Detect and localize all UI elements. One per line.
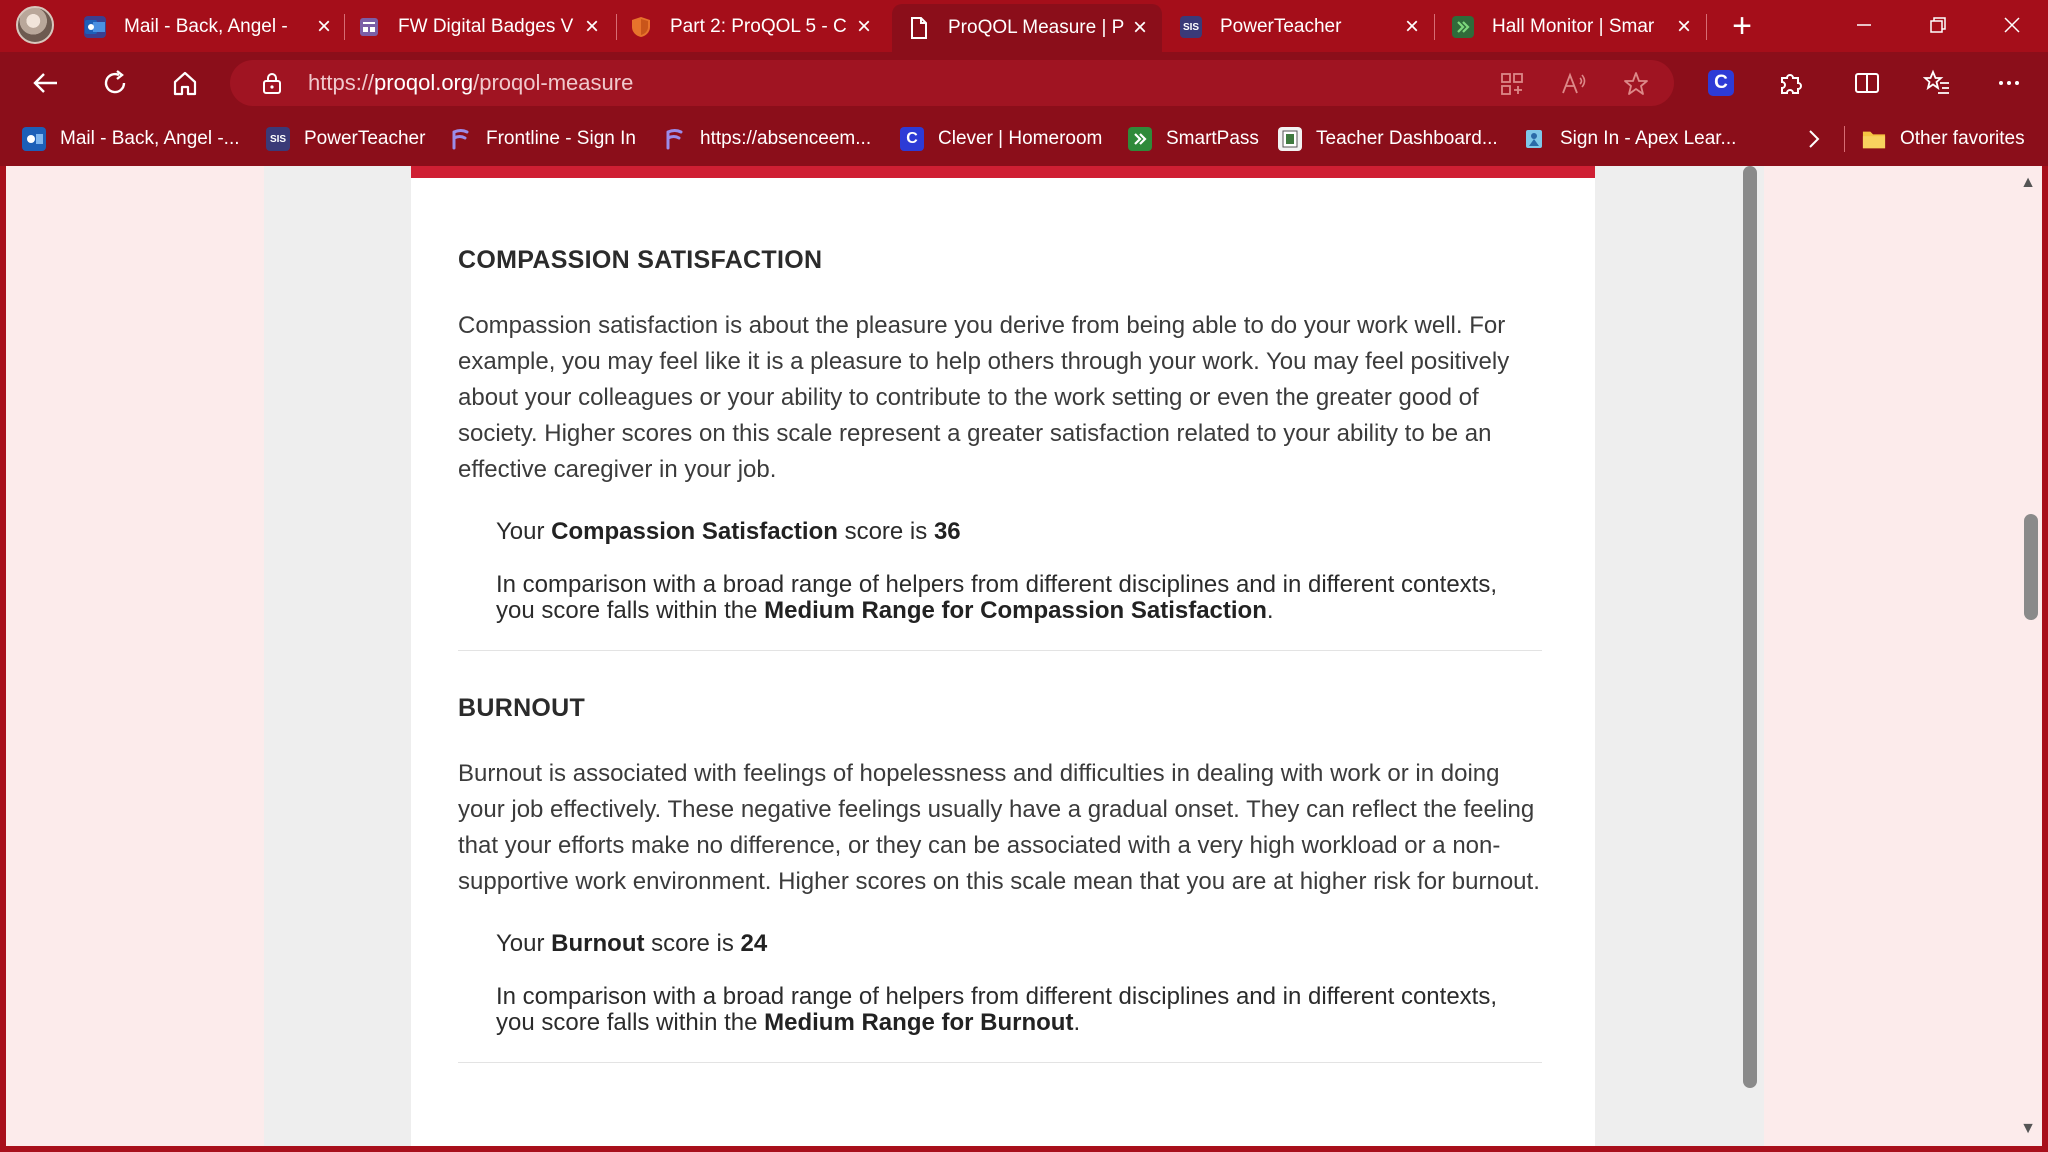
back-button[interactable] [24,62,66,104]
section-compassion-satisfaction [458,246,1542,651]
section-divider [458,1062,1542,1063]
back-arrow-icon [31,69,59,97]
inner-scrollbar[interactable] [1743,166,1757,1088]
bookmark-clever[interactable] [900,124,1102,154]
bookmark-label: SmartPass [1166,128,1259,149]
bookmark-label: Clever | Homeroom [938,128,1103,149]
tab-digital-badges[interactable] [358,6,604,48]
score-line: Your Compassion Satisfaction score is 36 [496,518,961,545]
scroll-down-icon[interactable]: ▼ [2020,1120,2036,1137]
tab-separator [1434,14,1435,40]
smartpass-icon [1128,127,1152,151]
page-icon [908,17,930,39]
tab-title: PowerTeacher [1220,16,1342,37]
shield-icon [630,16,652,38]
favorites-button[interactable] [1916,62,1958,104]
sis-icon: SIS [1180,16,1202,38]
split-screen-icon [1853,69,1881,97]
tab-powerteacher[interactable] [1180,6,1424,48]
new-tab-button[interactable]: + [1732,7,1752,45]
tab-title: Part 2: ProQOL 5 - C [670,16,847,37]
bookmark-smartpass[interactable] [1128,124,1259,154]
close-icon[interactable]: × [856,13,871,40]
favorites-list-icon [1923,69,1951,97]
sis-icon: SIS [266,127,290,151]
score-value: 36 [933,518,961,545]
close-icon[interactable]: × [1132,14,1147,41]
tab-separator [1706,14,1707,40]
teacher-dashboard-icon [1278,127,1302,151]
score-comparison: In comparison with a broad range of helpers from different disciplines and in different contexts, you score falls within the Medium Range for Burnout. [496,983,1498,1036]
bookmark-label: Other favorites [1900,128,2025,149]
outlook-icon [22,127,46,151]
section-divider [458,650,1542,651]
tab-mail[interactable] [84,6,336,48]
bookmark-label: https://absenceem... [700,128,872,149]
tab-proqol-part2[interactable] [630,6,876,48]
tab-title: ProQOL Measure | P [948,17,1125,38]
section-heading: COMPASSION SATISFACTION [458,246,823,274]
bookmark-powerteacher[interactable] [266,124,425,154]
tab-title: Mail - Back, Angel - [124,16,288,37]
scrollbar-thumb[interactable] [2024,514,2038,620]
refresh-button[interactable] [94,62,136,104]
bookmark-mail[interactable] [22,124,240,154]
bookmark-absence[interactable] [662,124,871,154]
header-accent-bar [411,166,1595,178]
tab-title: FW Digital Badges V [398,16,574,37]
score-range: Medium Range for Burnout [764,1009,1074,1036]
clever-icon: C [900,127,924,151]
browser-toolbar [0,52,2048,112]
section-description: Burnout is associated with feelings of hopelessness and difficulties in dealing with work or in doing your job effectively. These negative feelings usually have a gradual onset. They can reflect the feeling that your efforts make no difference, or they can be associated with a very high workload or a non-supportive work environment. Higher scores on this scale mean that you are at higher risk for burnout. [458,760,1540,895]
bookmark-other-favorites[interactable] [1862,124,2025,154]
tab-strip [0,0,2048,52]
close-icon[interactable]: × [1676,13,1691,40]
restore-button[interactable] [1902,0,1974,50]
bookmark-label: Mail - Back, Angel -... [60,128,240,149]
favorite-star-icon[interactable] [1622,70,1650,98]
refresh-icon [101,69,129,97]
home-button[interactable] [164,62,206,104]
address-bar[interactable] [230,60,1674,106]
clever-icon: C [1708,70,1734,96]
section-burnout [458,694,1542,1063]
minimize-button[interactable] [1828,0,1900,50]
extensions-button[interactable] [1770,62,1812,104]
tab-separator [344,14,345,40]
chevron-right-icon [1804,127,1824,151]
bookmark-label: Sign In - Apex Lear... [1560,128,1737,149]
window-bottom-border [0,1146,2048,1152]
more-icon [1995,69,2023,97]
tab-hall-monitor[interactable] [1452,6,1696,48]
settings-menu-button[interactable] [1988,62,2030,104]
section-heading: BURNOUT [458,694,586,722]
folder-icon [1862,127,1886,151]
results-panel [411,166,1595,1146]
app-available-icon[interactable] [1498,70,1526,98]
bookmarks-overflow-button[interactable] [1804,124,1824,154]
bookmark-label: Teacher Dashboard... [1316,128,1498,149]
clever-extension-button[interactable] [1700,62,1742,104]
bookmark-frontline[interactable] [448,124,636,154]
tab-separator [616,14,617,40]
forms-icon [358,16,380,38]
scroll-up-icon[interactable]: ▲ [2020,174,2036,191]
bookmarks-separator [1844,126,1845,152]
apex-icon [1522,127,1546,151]
bookmark-label: PowerTeacher [304,128,426,149]
split-screen-button[interactable] [1846,62,1888,104]
lock-icon[interactable] [260,71,284,95]
smartpass-icon [1452,16,1474,38]
profile-avatar[interactable] [16,6,54,44]
close-window-button[interactable] [1976,0,2048,50]
score-range: Medium Range for Compassion Satisfaction [764,597,1267,624]
home-icon [171,69,199,97]
score-comparison: In comparison with a broad range of helpers from different disciplines and in different contexts, you score falls within the Medium Range for Compassion Satisfaction. [496,571,1498,624]
outlook-icon [84,16,106,38]
score-value: 24 [740,930,768,957]
frontline-icon [448,127,472,151]
close-icon[interactable]: × [1404,13,1419,40]
puzzle-icon [1777,69,1805,97]
bookmark-apex[interactable] [1522,124,1736,154]
tab-proqol-measure[interactable] [892,4,1162,52]
read-aloud-icon[interactable] [1560,70,1588,98]
bookmark-label: Frontline - Sign In [486,128,636,149]
section-description: Compassion satisfaction is about the pleasure you derive from being able to do your work well. For example, you may feel like it is a pleasure to help others through your work. You may feel positively about your colleagues or your ability to contribute to the work setting or even the greater good of society. Higher scores on this scale represent a greater satisfaction related to your ability to be an effective caregiver in your job. [458,312,1510,483]
tab-title: Hall Monitor | Smar [1492,16,1655,37]
frontline-icon [662,127,686,151]
close-icon[interactable]: × [316,13,331,40]
bookmark-teacher-dashboard[interactable] [1278,124,1498,154]
url-text[interactable]: https://proqol.org/proqol-measure [308,70,634,95]
close-icon[interactable]: × [584,13,599,40]
page-scrollbar[interactable] [2014,166,2042,1146]
score-line: Your Burnout score is 24 [496,930,768,957]
page-viewport [6,166,2042,1146]
bookmarks-bar [0,112,2048,166]
